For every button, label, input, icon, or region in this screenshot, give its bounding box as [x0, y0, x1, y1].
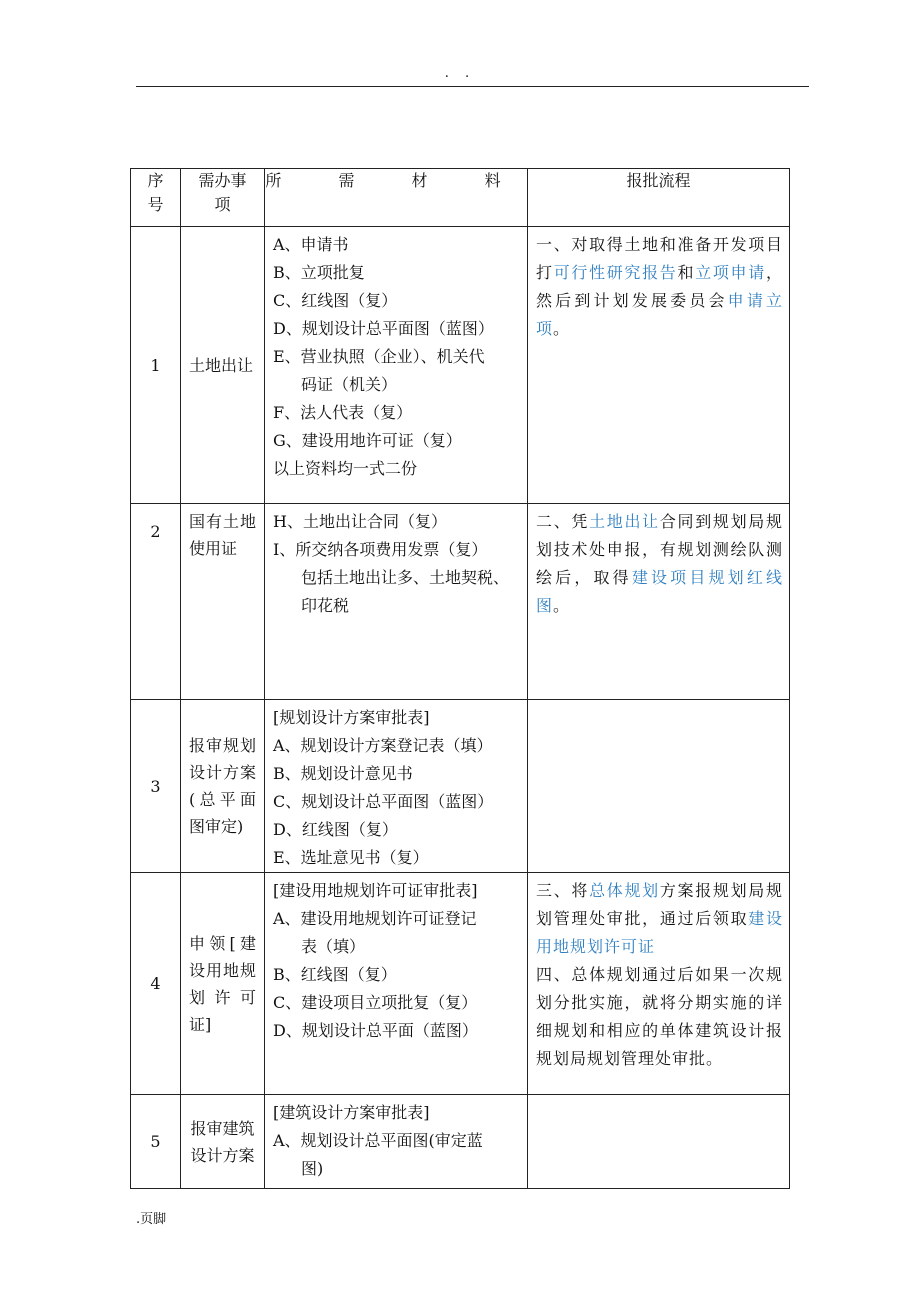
row-materials: [265, 1095, 528, 1189]
row-item: 报审规划设计方案(总平面图审定): [181, 700, 265, 873]
material-line: B、规划设计意见书: [273, 764, 413, 783]
material-line: 图): [301, 1159, 324, 1178]
table-row: [131, 504, 790, 700]
table-row: [131, 1095, 790, 1189]
flow-paragraph: 四、总体规划通过后如果一次规划分批实施，就将分期实施的详细规划和相应的单体建筑设计报规划局规划管理处审批。: [536, 965, 783, 1068]
material-line: D、规划设计总平面图（蓝图）: [273, 319, 494, 338]
header-item: 需办事项: [181, 169, 265, 227]
row-item: 申领[建设用地规划许可证]: [181, 873, 265, 1095]
page-header-text: . .: [444, 66, 476, 81]
material-line: F、法人代表（复）: [273, 403, 413, 422]
header-seq: 序号: [131, 169, 181, 227]
material-line: A、规划设计方案登记表（填）: [273, 736, 493, 755]
row-item: 国有土地使用证: [181, 504, 265, 700]
row-seq: 3: [131, 700, 181, 873]
table-row: [131, 227, 790, 504]
link-text[interactable]: 建设项目规划红线图: [536, 568, 783, 615]
material-line: H、土地出让合同（复）: [273, 512, 447, 531]
row-materials: [265, 700, 528, 873]
header-rule: [136, 86, 809, 87]
table-row: [131, 873, 790, 1095]
table-header-row: [131, 169, 790, 227]
approval-table: [130, 168, 790, 1189]
row-seq: 4: [131, 873, 181, 1095]
material-line: [规划设计方案审批表]: [273, 708, 430, 727]
link-text[interactable]: 总体规划: [589, 881, 660, 900]
material-line: D、规划设计总平面（蓝图）: [273, 1021, 478, 1040]
header-materials: 所 需 材 料: [265, 169, 528, 227]
row-seq: 5: [131, 1095, 181, 1189]
material-line: C、规划设计总平面图（蓝图）: [273, 792, 494, 811]
row-materials: [265, 227, 528, 504]
row-flow: 二、凭土地出让合同到规划局规划技术处申报，有规划测绘队测绘后，取得建设项目规划红线图。: [528, 504, 790, 700]
material-line: 包括土地出让多、土地契税、: [301, 568, 510, 587]
material-line: E、营业执照（企业）、机关代: [273, 347, 485, 366]
material-line: B、立项批复: [273, 263, 365, 282]
link-text[interactable]: 可行性研究报告: [553, 263, 678, 282]
row-flow: 三、将总体规划方案报规划局规划管理处审批，通过后领取建设用地规划许可证 四、总体规划通过后如果一次规划分批实施，就将分期实施的详细规划和相应的单体建筑设计报规划局规划管理处审批。: [528, 873, 790, 1095]
material-line: A、规划设计总平面图(审定蓝: [273, 1131, 483, 1150]
material-line: E、选址意见书（复）: [273, 848, 429, 867]
row-materials: [265, 873, 528, 1095]
link-text[interactable]: 申请立项: [536, 291, 783, 338]
material-line: I、所交纳各项费用发票（复）: [273, 540, 488, 559]
row-flow: 一、对取得土地和准备开发项目打可行性研究报告和立项申请，然后到计划发展委员会申请立项。: [528, 227, 790, 504]
material-line: G、建设用地许可证（复）: [273, 431, 462, 450]
material-line: A、建设用地规划许可证登记: [273, 909, 477, 928]
link-text[interactable]: 建设用地规划许可证: [536, 909, 783, 956]
material-line: B、红线图（复）: [273, 965, 397, 984]
row-item: 报审建筑设计方案: [181, 1095, 265, 1189]
material-line: 码证（机关）: [301, 375, 398, 394]
material-line: [建筑设计方案审批表]: [273, 1103, 430, 1122]
material-line: 印花税: [301, 596, 350, 615]
material-line: 表（填）: [301, 937, 366, 956]
material-line: [建设用地规划许可证审批表]: [273, 881, 478, 900]
material-line: A、申请书: [273, 235, 349, 254]
row-materials: [265, 504, 528, 700]
row-seq: 1: [131, 227, 181, 504]
material-line: D、红线图（复）: [273, 820, 398, 839]
header-flow: 报批流程: [528, 169, 790, 227]
material-line: C、建设项目立项批复（复）: [273, 993, 478, 1012]
link-text[interactable]: 立项申请: [695, 263, 766, 282]
row-item: 土地出让: [181, 227, 265, 504]
row-flow-empty: [528, 1095, 790, 1189]
row-seq: 2: [131, 504, 181, 700]
material-line: 以上资料均一式二份: [273, 459, 418, 478]
material-line: C、红线图（复）: [273, 291, 398, 310]
row-flow-empty: [528, 700, 790, 873]
table-row: [131, 700, 790, 873]
page-footer-text: .页脚: [136, 1212, 167, 1227]
link-text[interactable]: 土地出让: [589, 512, 660, 531]
